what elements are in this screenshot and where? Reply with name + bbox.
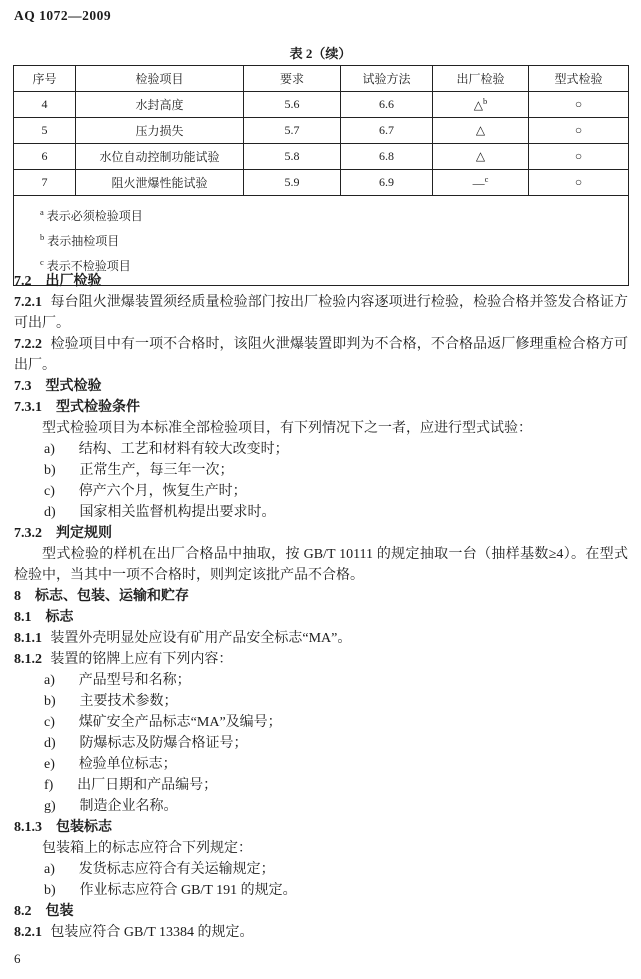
column-header: 要求 xyxy=(244,66,341,92)
section-heading xyxy=(14,397,628,418)
heading-text: 判定规则 xyxy=(56,526,112,541)
body-paragraph: 型式检验项目为本标准全部检验项目，有下列情况下之一者，应进行型式试验： xyxy=(42,421,532,436)
list-marker: a) xyxy=(44,442,55,457)
table-note: $^c$ 表示不检验项目 xyxy=(40,257,131,273)
table-cell: 水封高度 xyxy=(76,92,244,118)
list-marker: d) xyxy=(44,736,56,751)
table-cell: △$^b$ xyxy=(433,92,529,118)
table-cell: 6 xyxy=(14,144,76,170)
table-row xyxy=(14,92,629,118)
heading-text: 包装 xyxy=(45,904,74,919)
clause-paragraph: 8.1.1 装置外壳明显处应设有矿用产品安全标志“MA”。 xyxy=(14,631,352,646)
list-item: f) 出厂日期和产品编号； xyxy=(44,778,218,793)
clause-paragraph: 7.2.1 每台阻火泄爆装置须经质量检验部门按出厂检验内容逐项进行检验，检验合格并签发合格证方可出厂。 xyxy=(14,295,628,331)
table-cell: 5.8 xyxy=(244,144,341,170)
list-marker: c) xyxy=(44,484,55,499)
table-cell: ○ xyxy=(529,170,629,196)
section-heading xyxy=(14,376,628,397)
table-note: $^b$ 表示抽检项目 xyxy=(40,232,120,248)
list-marker: c) xyxy=(44,715,55,730)
list-item: g) 制造企业名称。 xyxy=(44,799,178,814)
clause-number: 8 xyxy=(14,589,21,604)
column-header: 出厂检验 xyxy=(433,66,529,92)
table-cell: 6.8 xyxy=(341,144,433,170)
table-row xyxy=(14,118,629,144)
table-note: $^a$ 表示必须检验项目 xyxy=(40,207,143,223)
list-item: d) 国家相关监督机构提出要求时。 xyxy=(44,505,276,520)
section-heading xyxy=(14,523,628,544)
list-marker: f) xyxy=(44,778,54,793)
heading-text: 标志、包装、运输和贮存 xyxy=(35,589,189,604)
table-cell: 5.7 xyxy=(244,118,341,144)
table-cell: 7 xyxy=(14,170,76,196)
clause-paragraph: 8.1.2 装置的铭牌上应有下列内容： xyxy=(14,652,233,667)
clause-number: 8.1.1 xyxy=(14,631,42,646)
table-cell: ○ xyxy=(529,92,629,118)
list-item: a) 发货标志应符合有关运输规定； xyxy=(44,862,275,877)
column-header: 序号 xyxy=(14,66,76,92)
section-heading xyxy=(14,901,628,922)
list-item: b) 主要技术参数； xyxy=(44,694,178,709)
clause-paragraph: 7.2.2 检验项目中有一项不合格时，该阻火泄爆装置即判为不合格，不合格品返厂修理重检合格方可出厂。 xyxy=(14,337,628,373)
list-item: e) 检验单位标志； xyxy=(44,757,177,772)
table-cell: 水位自动控制功能试验 xyxy=(76,144,244,170)
table-cell: 6.9 xyxy=(341,170,433,196)
clause-number: 8.1.2 xyxy=(14,652,42,667)
heading-text: 标志 xyxy=(45,610,74,625)
clause-number: 8.1 xyxy=(14,610,32,625)
list-marker: b) xyxy=(44,463,56,478)
clause-number: 7.2.1 xyxy=(14,295,42,310)
list-item: c) 停产六个月，恢复生产时； xyxy=(44,484,247,499)
list-marker: b) xyxy=(44,883,56,898)
clause-paragraph: 8.2.1 包装应符合 GB/T 13384 的规定。 xyxy=(14,925,254,940)
inspection-table xyxy=(13,65,629,286)
clause-number: 7.3 xyxy=(14,379,32,394)
heading-text: 型式检验 xyxy=(45,379,102,394)
heading-text: 出厂检验 xyxy=(45,274,102,289)
list-item: d) 防爆标志及防爆合格证号； xyxy=(44,736,248,751)
table-cell: ○ xyxy=(529,118,629,144)
clause-number: 7.2.2 xyxy=(14,337,42,352)
clause-number: 7.2 xyxy=(14,274,32,289)
clause-number: 7.3.1 xyxy=(14,400,42,415)
doc-code: AQ 1072—2009 xyxy=(14,8,112,23)
list-item: b) 正常生产，每三年一次； xyxy=(44,463,234,478)
list-item: b) 作业标志应符合 GB/T 191 的规定。 xyxy=(44,883,297,898)
clause-number: 7.3.2 xyxy=(14,526,42,541)
section-heading xyxy=(14,271,628,292)
list-marker: b) xyxy=(44,694,56,709)
table-row xyxy=(14,144,629,170)
column-header: 型式检验 xyxy=(529,66,629,92)
document-body xyxy=(14,271,628,943)
heading-text: 包装标志 xyxy=(56,820,112,835)
body-paragraph: 包装箱上的标志应符合下列规定： xyxy=(42,841,252,856)
list-marker: a) xyxy=(44,673,55,688)
column-header: 试验方法 xyxy=(341,66,433,92)
section-heading xyxy=(14,607,628,628)
table-cell: ○ xyxy=(529,144,629,170)
table-cell: 压力损失 xyxy=(76,118,244,144)
list-item: a) 结构、工艺和材料有较大改变时； xyxy=(44,442,289,457)
list-marker: a) xyxy=(44,862,55,877)
clause-number: 8.1.3 xyxy=(14,820,42,835)
table-body xyxy=(14,92,629,196)
table-cell: —$^c$ xyxy=(433,170,529,196)
list-item: c) 煤矿安全产品标志“MA”及编号； xyxy=(44,715,282,730)
heading-text: 型式检验条件 xyxy=(56,400,140,415)
table-cell: 阻火泄爆性能试验 xyxy=(76,170,244,196)
page-number: 6 xyxy=(14,951,21,966)
list-item: a) 产品型号和名称； xyxy=(44,673,191,688)
table-cell: 6.7 xyxy=(341,118,433,144)
table-cell: 5.9 xyxy=(244,170,341,196)
table-header xyxy=(14,66,629,92)
table-cell: 4 xyxy=(14,92,76,118)
clause-number: 8.2 xyxy=(14,904,32,919)
list-marker: e) xyxy=(44,757,55,772)
table-cell: 5 xyxy=(14,118,76,144)
table-row xyxy=(14,170,629,196)
section-heading xyxy=(14,817,628,838)
table-cell: 6.6 xyxy=(341,92,433,118)
list-marker: d) xyxy=(44,505,56,520)
section-heading xyxy=(14,586,628,607)
table-cell: 5.6 xyxy=(244,92,341,118)
table-cell: △ xyxy=(433,118,529,144)
table-cell: △ xyxy=(433,144,529,170)
clause-number: 8.2.1 xyxy=(14,925,42,940)
table-header-row xyxy=(14,66,629,92)
table-caption: 表 2（续） xyxy=(289,46,352,61)
list-marker: g) xyxy=(44,799,56,814)
body-paragraph: 型式检验的样机在出厂合格品中抽取，按 GB/T 10111 的规定抽取一台（抽样基数≥4）。在型式检验中，当其中一项不合格时，则判定该批产品不合格。 xyxy=(14,547,628,583)
column-header: 检验项目 xyxy=(76,66,244,92)
